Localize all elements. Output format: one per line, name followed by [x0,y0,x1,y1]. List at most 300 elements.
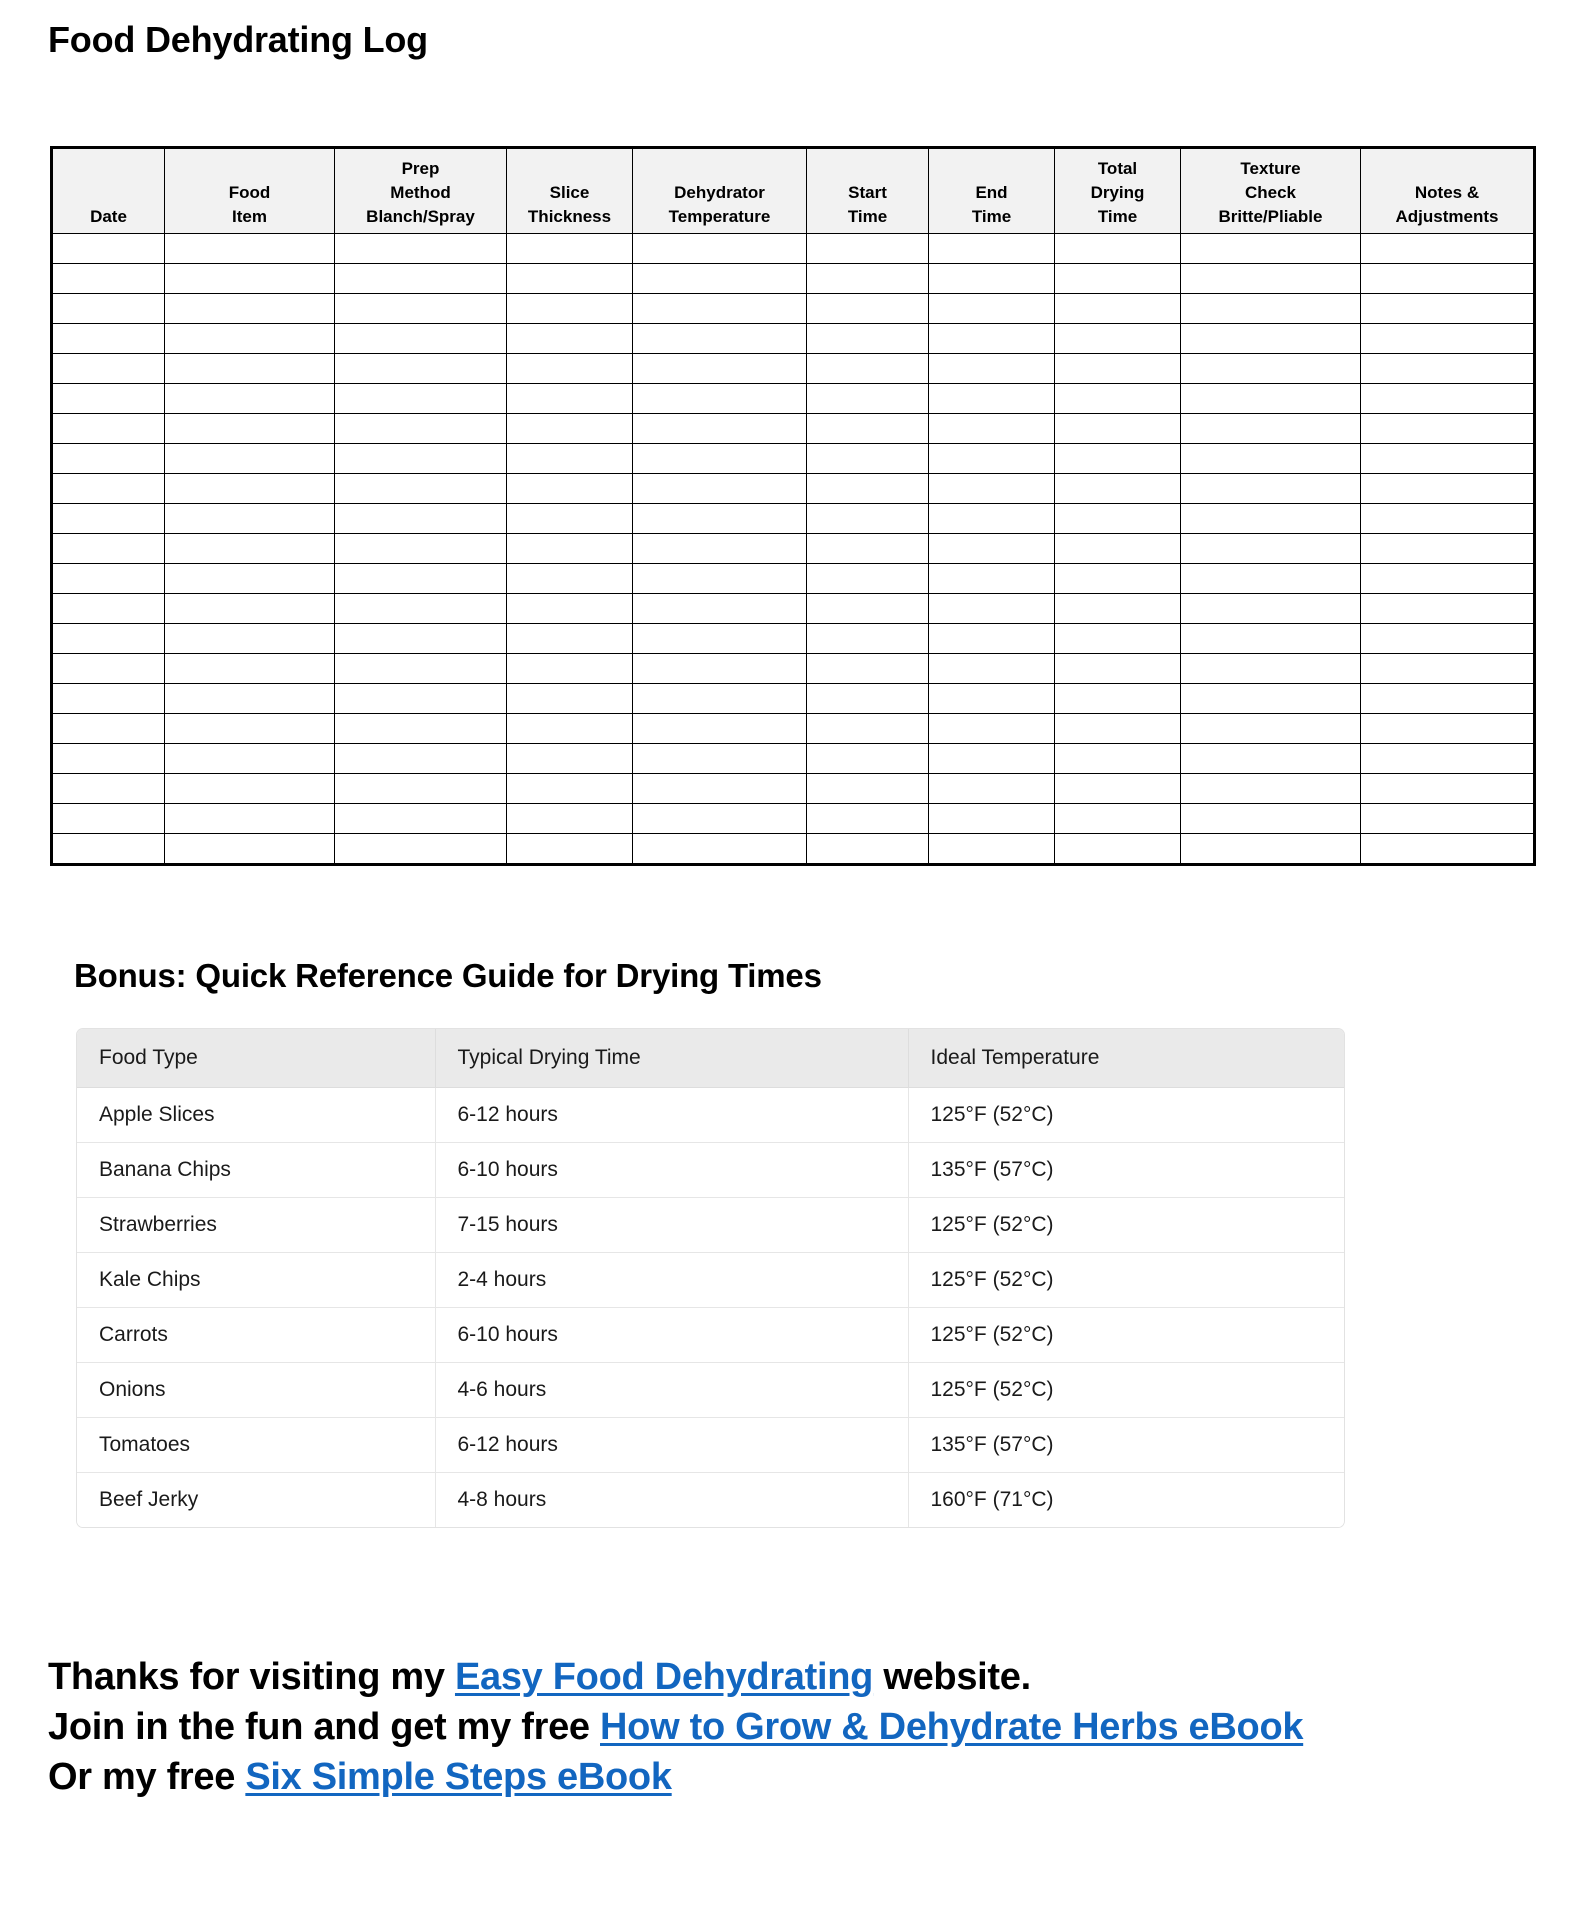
log-cell[interactable] [633,834,807,865]
log-cell[interactable] [807,234,929,264]
log-column-header-end-time [929,148,1055,234]
log-cell[interactable] [335,654,507,684]
log-row [52,414,1535,444]
footer-line-1-pre: Thanks for visiting my [48,1656,455,1698]
log-row [52,474,1535,504]
log-cell[interactable] [1181,804,1361,834]
log-cell[interactable] [807,654,929,684]
log-column-header-dehydrator-temperature [633,148,807,234]
log-cell[interactable] [1055,654,1181,684]
log-cell[interactable] [929,624,1055,654]
log-header-line3: Date [90,206,127,226]
log-cell[interactable] [52,264,165,294]
log-cell[interactable] [335,744,507,774]
log-cell[interactable] [335,834,507,865]
log-cell[interactable] [929,474,1055,504]
reference-cell-ideal-temperature: 160°F (71°C) [908,1473,1344,1528]
log-cell[interactable] [335,474,507,504]
log-cell[interactable] [165,564,335,594]
log-cell[interactable] [1361,354,1535,384]
log-column-header-date [52,148,165,234]
log-cell[interactable] [633,714,807,744]
reference-table-row [77,1088,1344,1143]
log-cell[interactable] [929,804,1055,834]
log-cell[interactable] [807,534,929,564]
bonus-section-heading: Bonus: Quick Reference Guide for Drying Times [74,957,822,994]
log-cell[interactable] [507,324,633,354]
log-cell[interactable] [1055,234,1181,264]
easy-food-dehydrating-link[interactable]: Easy Food Dehydrating [454,1656,874,1698]
log-cell[interactable] [807,744,929,774]
log-cell[interactable] [165,504,335,534]
dehydrating-log-table-wrapper [50,146,1533,866]
footer-line-3 [48,1752,1548,1802]
log-cell[interactable] [165,774,335,804]
log-cell[interactable] [1181,414,1361,444]
reference-cell-drying-time: 4-8 hours [435,1473,908,1528]
log-cell[interactable] [52,804,165,834]
log-cell[interactable] [165,264,335,294]
log-cell[interactable] [165,324,335,354]
log-cell[interactable] [1361,564,1535,594]
log-cell[interactable] [1181,294,1361,324]
log-cell[interactable] [507,354,633,384]
log-cell[interactable] [507,624,633,654]
log-row [52,324,1535,354]
log-cell[interactable] [807,624,929,654]
page-title: Food Dehydrating Log [48,19,428,60]
log-cell[interactable] [1181,594,1361,624]
log-header-line2: Notes & [1414,182,1480,202]
log-row [52,654,1535,684]
log-header-line3: Time [847,206,888,226]
log-cell[interactable] [807,384,929,414]
log-cell[interactable] [1181,444,1361,474]
reference-column-header-food-type: Food Type [77,1029,435,1088]
log-row [52,534,1535,564]
log-header-line3: Adjustments [1395,206,1499,226]
quick-reference-body [77,1088,1344,1528]
log-cell[interactable] [507,714,633,744]
reference-table-row [77,1198,1344,1253]
log-row [52,684,1535,714]
log-cell[interactable] [507,594,633,624]
log-cell[interactable] [1055,324,1181,354]
quick-reference-table [77,1029,1344,1527]
footer-line-1-post: website. [873,1656,1031,1698]
log-header-line2: Method [390,182,451,202]
log-column-header-prep-method [335,148,507,234]
log-cell[interactable] [1055,564,1181,594]
log-cell[interactable] [165,534,335,564]
log-header-line1: Texture [1240,158,1301,178]
log-cell[interactable] [929,774,1055,804]
log-cell[interactable] [1361,654,1535,684]
log-header-line1: Prep [401,158,440,178]
log-cell[interactable] [1361,684,1535,714]
log-cell[interactable] [335,504,507,534]
log-column-header-start-time [807,148,929,234]
log-row [52,594,1535,624]
log-cell[interactable] [165,624,335,654]
log-header-line3: Item [232,206,267,226]
reference-cell-ideal-temperature: 125°F (52°C) [908,1088,1344,1143]
log-header-line2: Drying [1090,182,1145,202]
log-cell[interactable] [807,504,929,534]
log-cell[interactable] [807,804,929,834]
reference-cell-ideal-temperature: 135°F (57°C) [908,1143,1344,1198]
log-cell[interactable] [1361,714,1535,744]
log-cell[interactable] [165,594,335,624]
log-cell[interactable] [1361,624,1535,654]
log-cell[interactable] [507,654,633,684]
log-cell[interactable] [633,384,807,414]
log-cell[interactable] [52,774,165,804]
log-cell[interactable] [633,534,807,564]
log-cell[interactable] [633,354,807,384]
log-cell[interactable] [1055,264,1181,294]
reference-cell-food-type: Onions [77,1363,435,1418]
log-column-header-texture-check [1181,148,1361,234]
log-cell[interactable] [1181,624,1361,654]
log-cell[interactable] [1181,684,1361,714]
log-cell[interactable] [1055,354,1181,384]
log-cell[interactable] [507,444,633,474]
log-cell[interactable] [633,264,807,294]
reference-table-row [77,1253,1344,1308]
log-cell[interactable] [335,414,507,444]
log-cell[interactable] [1361,264,1535,294]
log-row [52,354,1535,384]
log-cell[interactable] [633,414,807,444]
log-cell[interactable] [1055,804,1181,834]
log-cell[interactable] [1181,324,1361,354]
log-cell[interactable] [335,294,507,324]
log-header-line3: Blanch/Spray [366,206,475,226]
log-cell[interactable] [52,384,165,414]
reference-cell-ideal-temperature: 135°F (57°C) [908,1418,1344,1473]
log-cell[interactable] [929,714,1055,744]
reference-column-header-ideal-temperature: Ideal Temperature [908,1029,1344,1088]
log-cell[interactable] [807,834,929,865]
log-cell[interactable] [165,474,335,504]
log-cell[interactable] [1361,294,1535,324]
log-cell[interactable] [929,324,1055,354]
log-cell[interactable] [52,324,165,354]
footer-line-3-pre: Or my free [48,1756,246,1799]
quick-reference-table-wrapper [76,1028,1345,1528]
reference-cell-drying-time: 6-10 hours [435,1143,908,1198]
log-cell[interactable] [507,504,633,534]
log-cell[interactable] [1181,234,1361,264]
log-cell[interactable] [507,834,633,865]
log-cell[interactable] [807,354,929,384]
reference-cell-drying-time: 2-4 hours [435,1253,908,1308]
log-cell[interactable] [1361,834,1535,865]
log-cell[interactable] [507,684,633,714]
log-row [52,504,1535,534]
grow-dehydrate-herbs-ebook-link[interactable]: How to Grow & Dehydrate Herbs eBook [600,1706,1304,1749]
log-cell[interactable] [807,564,929,594]
log-cell[interactable] [807,714,929,744]
log-cell[interactable] [165,834,335,865]
log-cell[interactable] [52,234,165,264]
log-cell[interactable] [1055,384,1181,414]
log-cell[interactable] [929,564,1055,594]
reference-cell-drying-time: 7-15 hours [435,1198,908,1253]
log-cell[interactable] [52,294,165,324]
log-cell[interactable] [1055,624,1181,654]
log-cell[interactable] [507,474,633,504]
log-cell[interactable] [1055,504,1181,534]
log-cell[interactable] [633,684,807,714]
log-cell[interactable] [165,654,335,684]
log-cell[interactable] [335,594,507,624]
log-cell[interactable] [335,264,507,294]
log-cell[interactable] [52,564,165,594]
reference-table-row [77,1473,1344,1528]
log-cell[interactable] [807,324,929,354]
log-cell[interactable] [1181,654,1361,684]
log-header-line3: Temperature [668,206,771,226]
log-cell[interactable] [1055,834,1181,865]
log-cell[interactable] [1181,384,1361,414]
log-cell[interactable] [52,684,165,714]
log-column-header-notes-adjustments [1361,148,1535,234]
log-cell[interactable] [929,294,1055,324]
log-cell[interactable] [165,804,335,834]
log-cell[interactable] [633,594,807,624]
log-cell[interactable] [1181,474,1361,504]
log-cell[interactable] [52,444,165,474]
log-cell[interactable] [633,624,807,654]
log-cell[interactable] [1361,804,1535,834]
log-cell[interactable] [52,504,165,534]
log-cell[interactable] [1181,354,1361,384]
log-cell[interactable] [633,654,807,684]
reference-cell-drying-time: 6-10 hours [435,1308,908,1363]
log-cell[interactable] [507,414,633,444]
log-cell[interactable] [52,354,165,384]
log-cell[interactable] [807,444,929,474]
log-cell[interactable] [335,774,507,804]
reference-cell-drying-time: 6-12 hours [435,1088,908,1143]
reference-cell-food-type: Apple Slices [77,1088,435,1143]
log-row [52,624,1535,654]
log-cell[interactable] [929,594,1055,624]
log-header-line2: Slice [549,182,590,202]
log-cell[interactable] [165,444,335,474]
log-cell[interactable] [929,444,1055,474]
log-cell[interactable] [335,534,507,564]
log-cell[interactable] [929,354,1055,384]
log-cell[interactable] [807,264,929,294]
log-row [52,384,1535,414]
log-cell[interactable] [633,474,807,504]
log-cell[interactable] [52,594,165,624]
footer-message [48,1652,1548,1802]
log-cell[interactable] [507,264,633,294]
reference-column-header-drying-time: Typical Drying Time [435,1029,908,1088]
reference-cell-ideal-temperature: 125°F (52°C) [908,1198,1344,1253]
log-cell[interactable] [1181,534,1361,564]
log-cell[interactable] [929,684,1055,714]
log-cell[interactable] [335,804,507,834]
log-cell[interactable] [929,654,1055,684]
reference-cell-drying-time: 4-6 hours [435,1363,908,1418]
log-cell[interactable] [52,474,165,504]
log-cell[interactable] [929,264,1055,294]
log-header-row [52,148,1535,234]
log-cell[interactable] [633,234,807,264]
log-cell[interactable] [507,234,633,264]
reference-table-row [77,1143,1344,1198]
log-cell[interactable] [1055,684,1181,714]
log-cell[interactable] [633,744,807,774]
log-cell[interactable] [52,534,165,564]
log-cell[interactable] [1055,294,1181,324]
log-cell[interactable] [1181,564,1361,594]
log-cell[interactable] [1361,744,1535,774]
reference-cell-food-type: Banana Chips [77,1143,435,1198]
log-cell[interactable] [52,714,165,744]
log-cell[interactable] [1055,744,1181,774]
log-row [52,774,1535,804]
log-cell[interactable] [1361,534,1535,564]
log-cell[interactable] [929,504,1055,534]
log-cell[interactable] [807,414,929,444]
log-cell[interactable] [929,744,1055,774]
log-cell[interactable] [633,804,807,834]
log-cell[interactable] [1181,834,1361,865]
log-cell[interactable] [1181,504,1361,534]
log-column-header-food-item [165,148,335,234]
log-cell[interactable] [1361,504,1535,534]
reference-cell-ideal-temperature: 125°F (52°C) [908,1308,1344,1363]
log-cell[interactable] [807,594,929,624]
log-cell[interactable] [52,414,165,444]
log-header-line2: Dehydrator [674,182,765,202]
log-row [52,264,1535,294]
log-cell[interactable] [335,624,507,654]
log-cell[interactable] [507,804,633,834]
six-simple-steps-ebook-link[interactable]: Six Simple Steps eBook [245,1756,672,1799]
log-cell[interactable] [929,534,1055,564]
log-cell[interactable] [633,294,807,324]
footer-line-2 [48,1702,1548,1752]
log-row [52,834,1535,865]
log-row [52,564,1535,594]
log-cell[interactable] [507,384,633,414]
log-cell[interactable] [633,324,807,354]
log-column-header-slice-thickness [507,148,633,234]
log-row [52,804,1535,834]
reference-table-row [77,1308,1344,1363]
log-cell[interactable] [807,294,929,324]
log-cell[interactable] [1055,774,1181,804]
log-cell[interactable] [1055,444,1181,474]
log-cell[interactable] [1181,744,1361,774]
log-cell[interactable] [807,684,929,714]
log-header-line2: Check [1244,182,1297,202]
log-cell[interactable] [1361,474,1535,504]
log-cell[interactable] [1055,474,1181,504]
log-cell[interactable] [1361,384,1535,414]
log-cell[interactable] [507,774,633,804]
log-cell[interactable] [335,354,507,384]
log-cell[interactable] [1055,414,1181,444]
log-header-line3: Thickness [527,206,612,226]
footer-line-1 [48,1652,1548,1702]
reference-cell-food-type: Kale Chips [77,1253,435,1308]
log-cell[interactable] [507,564,633,594]
log-cell[interactable] [165,294,335,324]
reference-cell-ideal-temperature: 125°F (52°C) [908,1253,1344,1308]
log-header-line3: Time [1097,206,1138,226]
log-cell[interactable] [165,354,335,384]
log-cell[interactable] [335,684,507,714]
log-cell[interactable] [929,414,1055,444]
log-cell[interactable] [1361,234,1535,264]
log-cell[interactable] [1055,714,1181,744]
log-cell[interactable] [1055,594,1181,624]
log-cell[interactable] [335,324,507,354]
log-cell[interactable] [633,504,807,534]
log-cell[interactable] [633,444,807,474]
log-cell[interactable] [1181,264,1361,294]
log-cell[interactable] [335,234,507,264]
log-cell[interactable] [507,534,633,564]
log-cell[interactable] [807,474,929,504]
log-cell[interactable] [507,294,633,324]
log-cell[interactable] [1361,414,1535,444]
log-row [52,294,1535,324]
log-cell[interactable] [165,234,335,264]
log-cell[interactable] [929,234,1055,264]
log-cell[interactable] [1361,324,1535,354]
log-cell[interactable] [929,834,1055,865]
dehydrating-log-body [52,234,1535,865]
log-cell[interactable] [1361,774,1535,804]
log-cell[interactable] [165,414,335,444]
log-cell[interactable] [633,774,807,804]
log-cell[interactable] [335,714,507,744]
log-cell[interactable] [165,744,335,774]
log-cell[interactable] [1181,774,1361,804]
log-cell[interactable] [507,744,633,774]
log-cell[interactable] [1361,444,1535,474]
log-cell[interactable] [1181,714,1361,744]
log-cell[interactable] [165,684,335,714]
log-cell[interactable] [807,774,929,804]
log-cell[interactable] [1055,534,1181,564]
log-cell[interactable] [52,834,165,865]
log-cell[interactable] [633,564,807,594]
reference-table-row [77,1363,1344,1418]
log-cell[interactable] [1361,594,1535,624]
log-cell[interactable] [52,624,165,654]
log-cell[interactable] [52,654,165,684]
reference-header-row [77,1029,1344,1088]
log-cell[interactable] [335,564,507,594]
log-cell[interactable] [335,384,507,414]
reference-cell-food-type: Carrots [77,1308,435,1363]
log-cell[interactable] [335,444,507,474]
log-cell[interactable] [165,384,335,414]
log-cell[interactable] [929,384,1055,414]
log-cell[interactable] [52,744,165,774]
log-cell[interactable] [165,714,335,744]
